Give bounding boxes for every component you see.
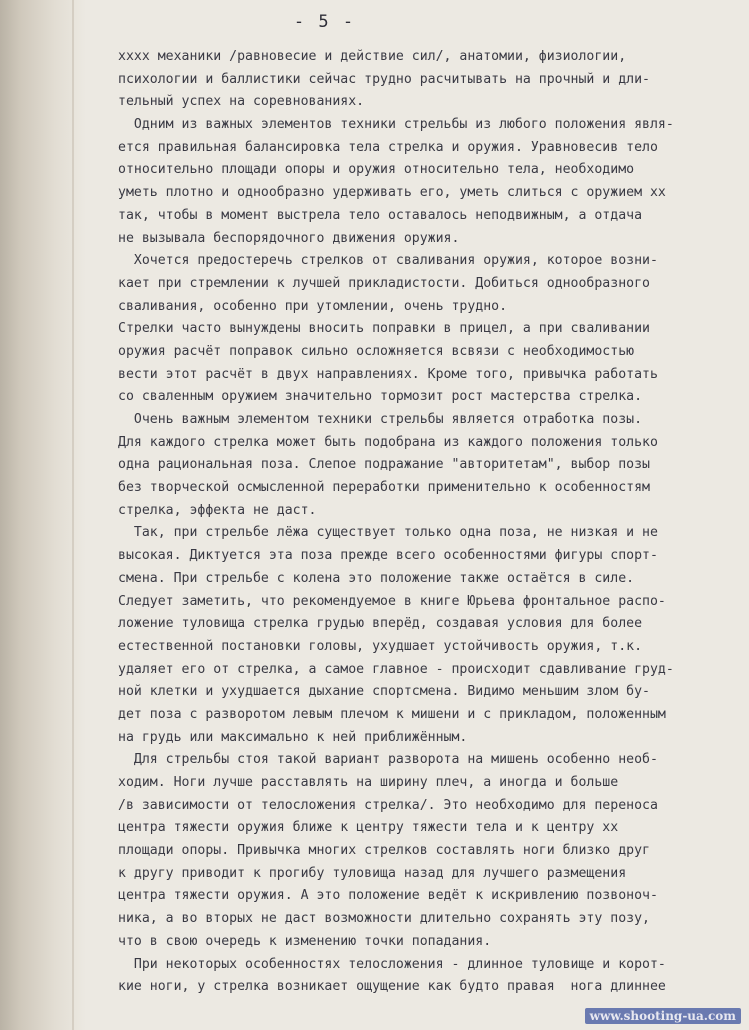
text-line: высокая. Диктуется эта поза прежде всего особенностями фигуры спорт-	[118, 548, 658, 564]
text-line: так, чтобы в момент выстрела тело оставалось неподвижным, а отдача	[118, 207, 643, 223]
text-line: /в зависимости от телосложения стрелка/. Это необходимо для переноса	[118, 797, 658, 813]
text-line: к другу приводит к прогибу туловища назад для лучшего размещения	[118, 865, 627, 881]
text-line: При некоторых особенностях телосложения - длинное туловище и корот-	[118, 956, 666, 972]
text-line: дет поза с разворотом левым плечом к мишени и с прикладом, положенным	[118, 706, 666, 722]
fold-line	[72, 0, 74, 1030]
text-line: относительно площади опоры и оружия относительно тела, необходимо	[118, 162, 635, 178]
text-line: Следует заметить, что рекомендуемое в книге Юрьева фронтальное распо-	[118, 593, 666, 609]
text-line: на грудь или максимально к ней приближённым.	[118, 729, 468, 745]
text-line: площади опоры. Привычка многих стрелков составлять ноги близко друг	[118, 843, 650, 859]
text-line: психологии и баллистики сейчас трудно расчитывать на прочный и дли-	[118, 71, 650, 87]
text-line: xxxx механики /равновесие и действие сил/, анатомии, физиологии,	[118, 49, 627, 64]
text-line: Для каждого стрелка может быть подобрана из каждого положения только	[118, 434, 658, 450]
text-line: ходим. Ноги лучше расставлять на ширину плеч, а иногда и больше	[118, 775, 619, 790]
text-line: уметь плотно и однообразно удерживать его, уметь слиться с оружием xx	[118, 185, 666, 201]
text-line: Одним из важных элементов техники стрельбы из любого положения явля-	[118, 117, 674, 133]
text-line: оружия расчёт поправок сильно осложняется всвязи с необходимостью	[118, 343, 635, 359]
text-line: центра тяжести оружия ближе к центру тяжести тела и к центру xx	[118, 820, 619, 836]
text-line: удаляет его от стрелка, а самое главное - происходит сдавливание груд-	[118, 661, 674, 677]
text-line: естественной постановки головы, ухудшает устойчивость оружия, т.к.	[118, 638, 643, 654]
text-line: кие ноги, у стрелка возникает ощущение как будто правая нога длиннее	[118, 979, 666, 995]
text-line: стрелка, эффекта не даст.	[118, 502, 317, 518]
page-number: - 5 -	[293, 12, 356, 32]
text-line: центра тяжести оружия. А это положение ведёт к искривлению позвоноч-	[118, 888, 658, 904]
text-line: Так, при стрельбе лёжа существует только одна поза, не низкая и не	[118, 525, 658, 541]
text-line: вести этот расчёт в двух направлениях. Кроме того, привычка работать	[118, 366, 658, 382]
text-line: ника, а во вторых не даст возможности длительно сохранять эту позу,	[118, 911, 650, 927]
text-line: Для стрельбы стоя такой вариант разворота на мишень особенно необ-	[118, 752, 658, 768]
text-line: одна рациональная поза. Слепое подражание "авторитетам", выбор позы	[118, 457, 650, 473]
text-line: Хочется предостеречь стрелков от сваливания оружия, которое возни-	[118, 253, 658, 269]
text-line: со сваленным оружием значительно тормозит рост мастерства стрелка.	[118, 389, 643, 405]
text-line: без творческой осмысленной переработки применительно к особенностям	[118, 480, 650, 496]
text-line: что в свою очередь к изменению точки попадания.	[118, 933, 492, 949]
text-line: Очень важным элементом техники стрельбы является отработка позы.	[118, 412, 643, 427]
watermark-url[interactable]: www.shooting-ua.com	[585, 1008, 741, 1024]
text-line: сваливания, особенно при утомлении, очень трудно.	[118, 298, 508, 314]
text-line: тельный успех на соревнованиях.	[118, 94, 365, 110]
text-line: ется правильная балансировка тела стрелка и оружия. Уравновесив тело	[118, 139, 658, 155]
text-line: Стрелки часто вынуждены вносить поправки в прицел, а при сваливании	[118, 321, 650, 337]
text-line: не вызывала беспорядочного движения оружия.	[118, 230, 460, 246]
text-line: ной клетки и ухудшается дыхание спортсмена. Видимо меньшим злом бу-	[118, 684, 650, 700]
text-line: ложение туловища стрелка грудью вперёд, создавая условия для более	[118, 616, 643, 632]
body-text	[118, 46, 748, 999]
text-line: смена. При стрельбе с колена это положение также остаётся в силе.	[118, 570, 635, 586]
text-line: кает при стремлении к лучшей прикладистости. Добиться однообразного	[118, 275, 650, 291]
